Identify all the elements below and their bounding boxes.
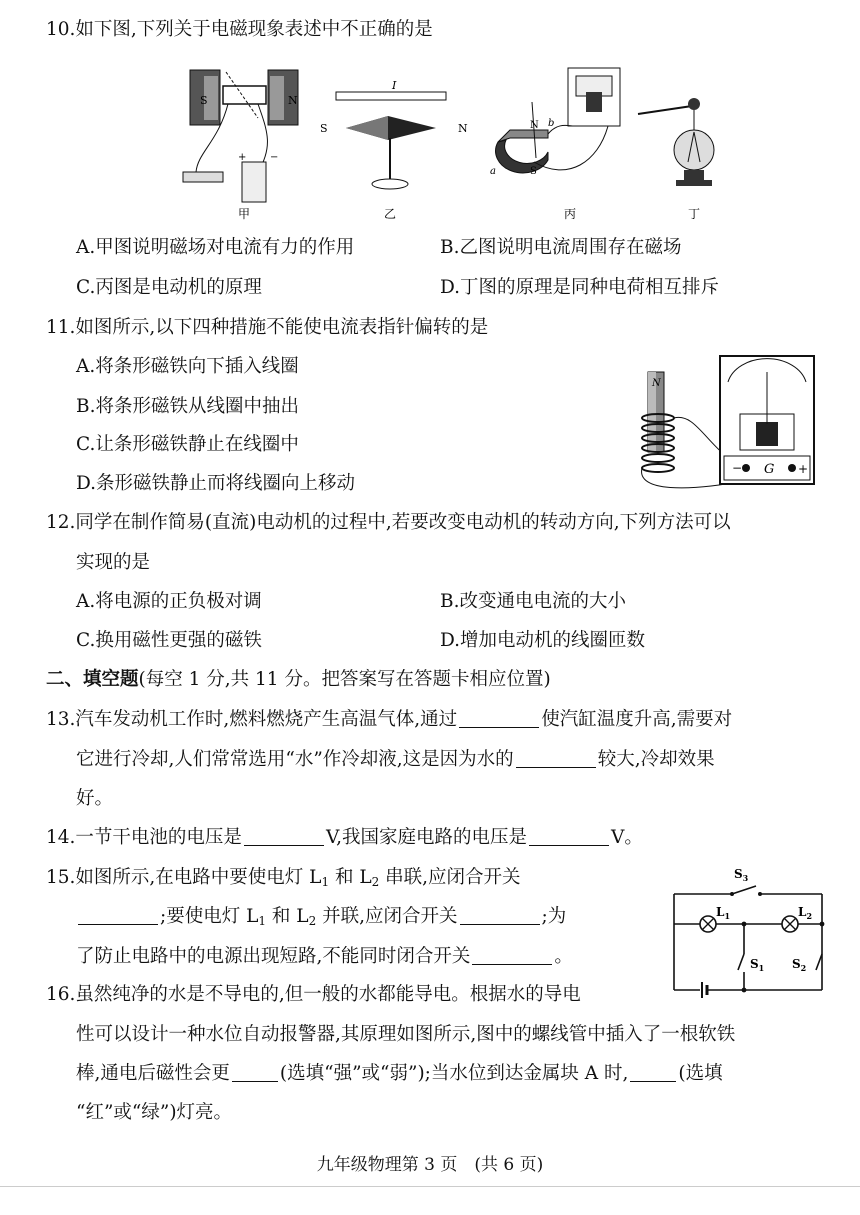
q12-stem-line2: 实现的是 — [76, 552, 151, 573]
fig-yi-n-label: N — [458, 122, 468, 135]
q14-text-c: V。 — [610, 827, 643, 848]
circuit-s3-label: $S_3$ — [734, 867, 749, 883]
q15-text-i: 。 — [554, 946, 573, 967]
circuit-s1-label: $S_1$ — [750, 957, 765, 973]
q16-line3 — [76, 1062, 723, 1086]
q11-option-b: B.将条形磁铁从线圈中抽出 — [76, 396, 299, 417]
q16-text-c: (选填 — [678, 1063, 723, 1084]
q12-stem-line1: 12.同学在制作简易(直流)电动机的过程中,若要改变电动机的转动方向,下列方法可以 — [46, 512, 731, 533]
q11-option-a: A.将条形磁铁向下插入线圈 — [76, 356, 299, 377]
fig-ding-caption: 丁 — [688, 207, 701, 221]
q13-text-c: 它进行冷却,人们常常选用“水”作冷却液,这是因为水的 — [76, 749, 514, 770]
q12-option-a: A.将电源的正负极对调 — [76, 591, 262, 612]
fig-bing-n-label: N — [530, 120, 539, 131]
q11-option-c: C.让条形磁铁静止在线圈中 — [76, 434, 299, 455]
q10-option-d: D.丁图的原理是同种电荷相互排斥 — [440, 277, 720, 298]
section-2-note: (每空 1 分,共 11 分。把答案写在答题卡相应位置) — [138, 669, 551, 690]
section-2-heading — [46, 668, 551, 692]
q16-line2: 性可以设计一种水位自动报警器,其原理如图所示,图中的螺线管中插入了一根软铁 — [76, 1024, 736, 1045]
q13-line3: 好。 — [76, 788, 114, 809]
q14-blank-2[interactable] — [529, 827, 609, 846]
q11-figure-galvanometer — [628, 352, 818, 502]
q10-option-b: B.乙图说明电流周围存在磁场 — [440, 237, 682, 258]
q15-sub-2: 2 — [371, 875, 380, 889]
fig-bing-s-label: S — [530, 166, 537, 177]
q15-circuit-diagram — [664, 862, 834, 1002]
q10-option-c: C.丙图是电动机的原理 — [76, 277, 262, 298]
q15-line1 — [46, 866, 521, 894]
q15-blank-3[interactable] — [472, 946, 552, 965]
fig-yi-i-label: I — [392, 79, 397, 92]
q10-figure-ding — [632, 92, 732, 222]
q11-meter-plus-label: + — [798, 462, 809, 476]
q16-line1: 16.虽然纯净的水是不导电的,但一般的水都能导电。根据水的导电 — [46, 984, 581, 1005]
svg-text:−: − — [270, 152, 279, 163]
circuit-s2-label: $S_2$ — [792, 957, 807, 973]
q13-text-d: 较大,冷却效果 — [597, 749, 715, 770]
q10-figure-bing — [488, 62, 628, 222]
q15-sub-3: 1 — [258, 914, 267, 928]
fig-jia-n-label: N — [288, 94, 298, 107]
q15-text-f: 并联,应闭合开关 — [316, 906, 458, 927]
q12-option-b: B.改变通电电流的大小 — [440, 591, 626, 612]
q11-meter-g-label: G — [764, 462, 775, 477]
q12-option-c: C.换用磁性更强的磁铁 — [76, 630, 262, 651]
page-bottom-rule — [0, 1186, 860, 1187]
q15-line2 — [76, 905, 566, 933]
q14-blank-1[interactable] — [244, 827, 324, 846]
q16-blank-2[interactable] — [630, 1063, 676, 1082]
svg-text:+: + — [238, 152, 247, 163]
q13-blank-1[interactable] — [459, 709, 539, 728]
q14-text-b: V,我国家庭电路的电压是 — [325, 827, 527, 848]
q15-blank-2[interactable] — [460, 906, 540, 925]
q14-line — [46, 826, 643, 850]
q15-text-e: 和 L — [266, 906, 309, 927]
circuit-l2-label: $L_2$ — [798, 905, 813, 921]
q11-stem: 11.如图所示,以下四种措施不能使电流表指针偏转的是 — [46, 317, 489, 338]
q15-blank-1[interactable] — [78, 906, 158, 925]
q13-line1 — [46, 708, 732, 732]
q10-figure-yi — [318, 78, 468, 222]
q16-text-b: (选填“强”或“弱”);当水位到达金属块 A 时, — [279, 1063, 629, 1084]
q14-text-a: 14.一节干电池的电压是 — [46, 827, 242, 848]
q13-text-a: 13.汽车发动机工作时,燃料燃烧产生高温气体,通过 — [46, 709, 458, 730]
fig-jia-s-label: S — [200, 94, 208, 107]
fig-yi-caption: 乙 — [384, 207, 397, 221]
fig-bing-a-label: a — [490, 166, 496, 177]
q11-meter-minus-label: − — [732, 461, 743, 475]
q15-line3 — [76, 945, 573, 969]
q10-stem: 10.如下图,下列关于电磁现象表述中不正确的是 — [46, 19, 433, 40]
q10-option-a: A.甲图说明磁场对电流有力的作用 — [76, 237, 355, 258]
q15-sub-4: 2 — [308, 914, 317, 928]
fig-yi-s-label: S — [320, 122, 328, 135]
q13-text-b: 使汽缸温度升高,需要对 — [541, 709, 733, 730]
q15-sub-1: 1 — [321, 875, 330, 889]
q16-line4: “红”或“绿”)灯亮。 — [76, 1102, 233, 1123]
fig-jia-caption: 甲 — [238, 207, 251, 221]
page-footer: 九年级物理第 3 页 (共 6 页) — [316, 1155, 544, 1175]
q11-magnet-n-label: N — [652, 378, 661, 389]
q13-blank-2[interactable] — [516, 749, 596, 768]
q11-option-d: D.条形磁铁静止而将线圈向上移动 — [76, 473, 356, 494]
fig-bing-b-label: b — [548, 118, 555, 129]
circuit-l1-label: $L_1$ — [716, 905, 731, 921]
q15-text-g: ;为 — [541, 906, 567, 927]
q16-text-a: 棒,通电后磁性会更 — [76, 1063, 230, 1084]
fig-bing-caption: 丙 — [564, 207, 577, 221]
q15-text-b: 和 L — [329, 867, 372, 888]
q15-text-h: 了防止电路中的电源出现短路,不能同时闭合开关 — [76, 946, 471, 967]
q12-option-d: D.增加电动机的线圈匝数 — [440, 630, 646, 651]
section-2-title: 二、填空题 — [46, 669, 139, 690]
q16-blank-1[interactable] — [232, 1063, 278, 1082]
q10-figure-jia — [178, 62, 308, 222]
q15-text-c: 串联,应闭合开关 — [379, 867, 521, 888]
q15-text-d: ;要使电灯 L — [160, 906, 259, 927]
q15-text-a: 15.如图所示,在电路中要使电灯 L — [46, 867, 322, 888]
q13-line2 — [76, 748, 715, 772]
